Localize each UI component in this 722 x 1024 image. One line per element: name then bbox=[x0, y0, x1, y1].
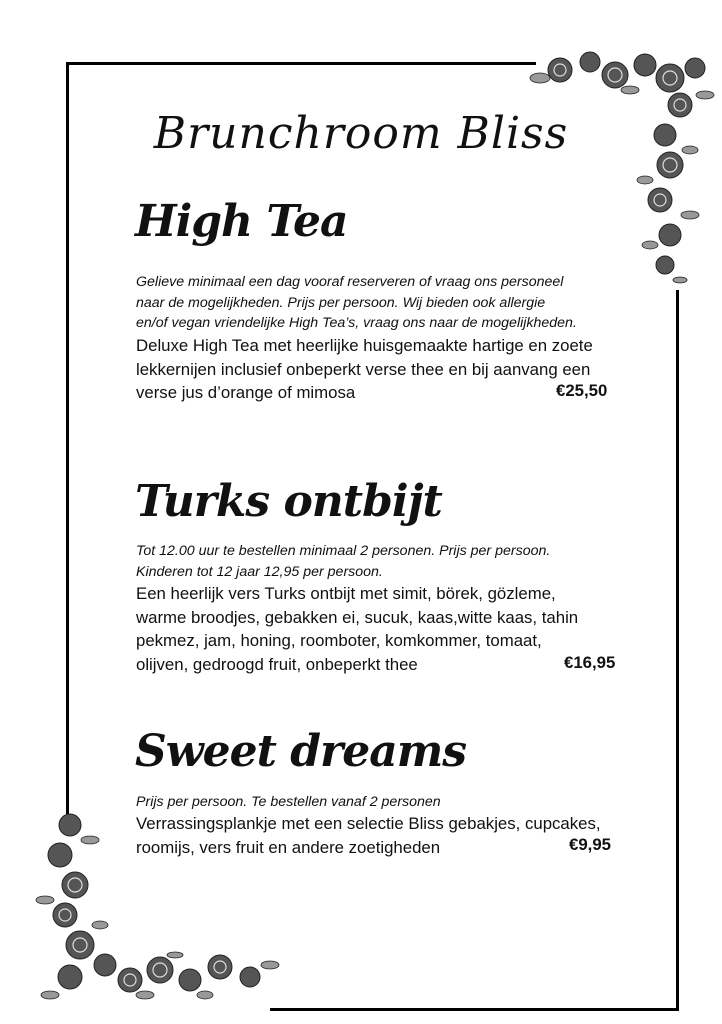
section-description-high-tea bbox=[136, 334, 626, 405]
price-high-tea: €25,50 bbox=[556, 381, 608, 400]
description-line: roomijs, vers fruit en andere zoetigheden bbox=[136, 837, 441, 857]
note-line: Prijs per persoon. Te bestellen vanaf 2 personen bbox=[136, 794, 441, 810]
frame-right-line bbox=[676, 290, 679, 1010]
note-line: Tot 12.00 uur te bestellen minimaal 2 personen. Prijs per persoon. bbox=[136, 543, 551, 559]
note-line: Kinderen tot 12 jaar 12,95 per persoon. bbox=[136, 563, 383, 580]
note-line: Gelieve minimaal een dag vooraf reserveren of vraag ons personeel bbox=[136, 274, 564, 290]
description-line: lekkernijen inclusief onbeperkt verse thee en bij aanvang een bbox=[136, 359, 591, 379]
rose-garland-icon bbox=[520, 40, 720, 290]
description-line: olijven, gedroogd fruit, onbeperkt thee bbox=[136, 654, 418, 674]
section-note-sweet-dreams bbox=[136, 792, 636, 813]
frame-left-line bbox=[66, 62, 69, 822]
section-description-sweet-dreams bbox=[136, 812, 626, 859]
brand-title: Brunchroom Bliss bbox=[153, 108, 569, 159]
note-line: naar de mogelijkheden. Prijs per persoon. Wij bieden ook allergie bbox=[136, 294, 546, 311]
frame-top-line bbox=[66, 62, 536, 65]
note-line: en/of vegan vriendelijke High Tea’s, vraag ons naar de mogelijkheden. bbox=[136, 315, 577, 332]
description-line: Deluxe High Tea met heerlijke huisgemaakte hartige en zoete bbox=[136, 336, 593, 355]
section-title-turks-ontbijt: Turks ontbijt bbox=[135, 476, 442, 527]
section-note-high-tea bbox=[136, 272, 636, 334]
section-note-turks-ontbijt bbox=[136, 541, 636, 582]
section-description-turks-ontbijt bbox=[136, 582, 626, 676]
section-title-high-tea: High Tea bbox=[135, 196, 348, 247]
description-line: pekmez, jam, honing, roomboter, komkommer, tomaat, bbox=[136, 631, 542, 651]
description-line: warme broodjes, gebakken ei, sucuk, kaas,witte kaas, tahin bbox=[136, 607, 579, 627]
description-line: verse jus d’orange of mimosa bbox=[136, 383, 356, 403]
frame-bottom-line bbox=[270, 1008, 679, 1011]
price-turks-ontbijt: €16,95 bbox=[564, 653, 616, 672]
description-line: Een heerlijk vers Turks ontbijt met simit, börek, gözleme, bbox=[136, 584, 556, 603]
description-line: Verrassingsplankje met een selectie Bliss gebakjes, cupcakes, bbox=[136, 814, 601, 833]
price-sweet-dreams: €9,95 bbox=[569, 835, 611, 854]
section-title-sweet-dreams: Sweet dreams bbox=[135, 726, 467, 777]
